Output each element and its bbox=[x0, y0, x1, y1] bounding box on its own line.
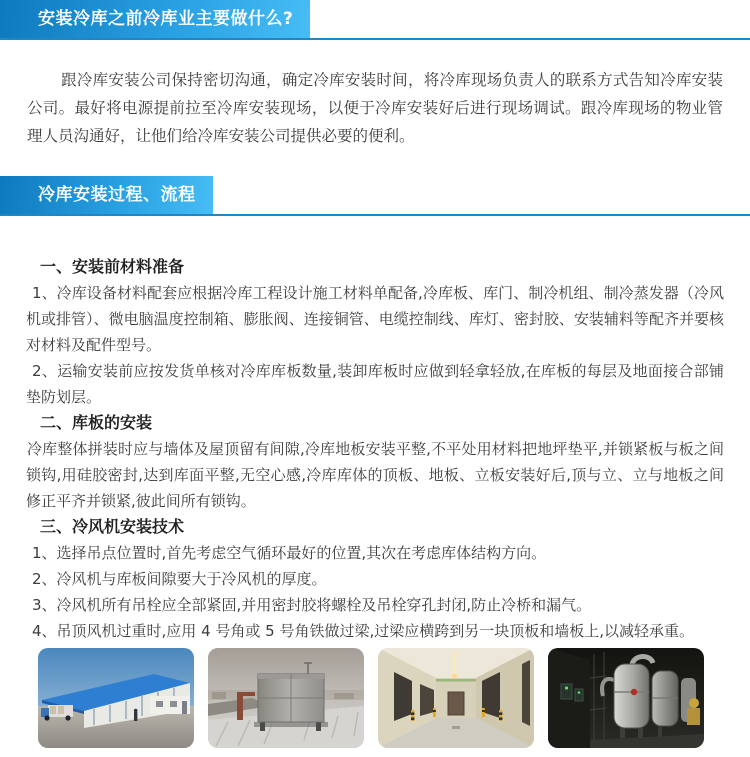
warehouse-exterior-illustration bbox=[38, 648, 194, 748]
section1-title-bar bbox=[0, 0, 310, 38]
panel-installation-text: 冷库整体拼装时应与墙体及屋顶留有间隙,冷库地板安装平整,不平处用材料把地坪垫平,并锁紧板与板之间锁钩,用硅胶密封,达到库面平整,无空心感,冷库库体的顶板、地板、立板安装好后,顶与立、立与地板之间修正平齐并锁紧,彼此间所有锁钩。 bbox=[26, 440, 724, 510]
refrigeration-unit-illustration bbox=[548, 648, 704, 748]
intro-paragraph: 跟冷库安装公司保持密切沟通，确定冷库安装时间，将冷库现场负责人的联系方式告知冷库安装公司。最好将电源提前拉至冷库安装现场，以便于冷库安装好后进行现场调试。跟冷库现场的物业管理人员沟通好，让他们给冷库安装公司提供必要的便利。 bbox=[27, 71, 723, 145]
section1-title: 安装冷库之前冷库业主要做什么? bbox=[38, 9, 294, 29]
photo-gallery bbox=[38, 648, 750, 748]
list-item: 4、吊顶风机过重时,应用 4 号角或 5 号角铁做过梁,过梁应横跨到另一块顶板和墙板上,以减轻承重。 bbox=[32, 622, 695, 640]
section2-header-row bbox=[0, 176, 750, 216]
section1-header-row bbox=[0, 0, 750, 40]
list-item: 3、冷风机所有吊栓应全部紧固,并用密封胶将螺栓及吊栓穿孔封闭,防止冷桥和漏气。 bbox=[32, 596, 592, 614]
installation-process-content bbox=[26, 216, 724, 644]
list-item: 1、选择吊点位置时,首先考虑空气循环最好的位置,其次在考虑库体结构方向。 bbox=[32, 544, 547, 562]
list-item: 1、冷库设备材料配套应根据冷库工程设计施工材料单配备,冷库板、库门、制冷机组、制冷蒸发器（冷风机或排管）、微电脑温度控制箱、膨胀阀、连接铜管、电缆控制线、库灯、密封胶、安装辅料等配齐并要核对材料及配件型号。 bbox=[26, 284, 724, 354]
section2-title: 冷库安装过程、流程 bbox=[38, 185, 196, 205]
dock-interior-illustration bbox=[378, 648, 534, 748]
rooftop-cooling-tower-photo bbox=[208, 648, 364, 748]
heading-material-preparation: 一、安装前材料准备 bbox=[40, 257, 185, 276]
cold-storage-interior-photo bbox=[378, 648, 534, 748]
cooling-tower-illustration bbox=[208, 648, 364, 748]
heading-aircooler-installation: 三、冷风机安装技术 bbox=[40, 517, 185, 536]
section2-title-bar bbox=[0, 176, 213, 214]
list-item: 2、冷风机与库板间隙要大于冷风机的厚度。 bbox=[32, 570, 327, 588]
warehouse-exterior-photo bbox=[38, 648, 194, 748]
list-item: 2、运输安装前应按发货单核对冷库库板数量,装卸库板时应做到轻拿轻放,在库板的每层及地面接合部铺垫防划层。 bbox=[26, 362, 724, 406]
heading-panel-installation: 二、库板的安装 bbox=[40, 413, 153, 432]
refrigeration-unit-photo bbox=[548, 648, 704, 748]
